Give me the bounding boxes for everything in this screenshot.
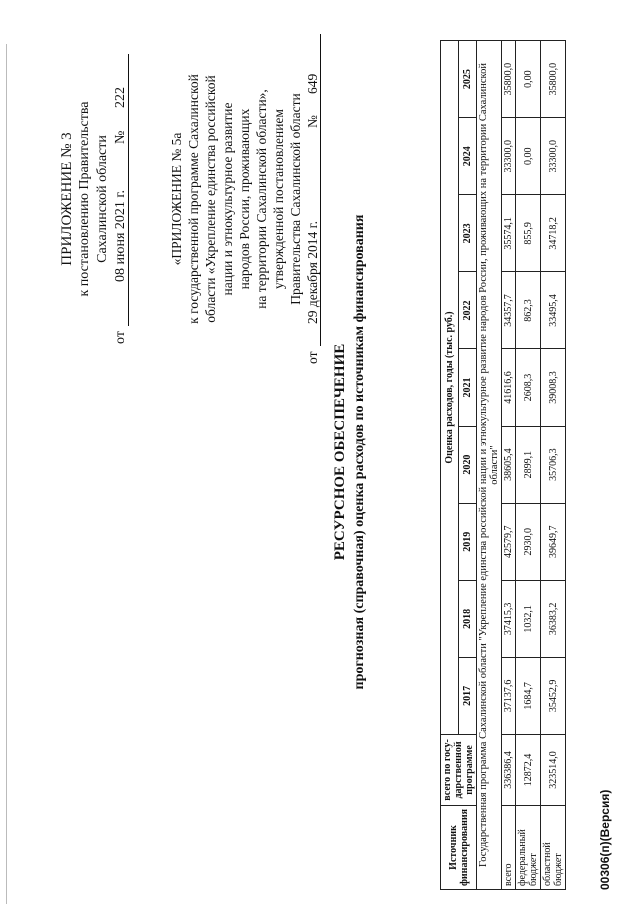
- decree-date: 29 декабря 2014 г.: [305, 220, 320, 324]
- cell-value: 39649,7: [541, 503, 566, 580]
- appendix-title: ПРИЛОЖЕНИЕ № 3: [59, 132, 75, 266]
- row-label: всего: [502, 805, 516, 889]
- header-year: 2018: [459, 580, 477, 657]
- appendix-ot: от: [113, 331, 128, 344]
- header-year: 2025: [459, 41, 477, 118]
- row-total: 12872,4: [516, 734, 541, 805]
- financing-table: [440, 40, 566, 890]
- row-label: федеральный бюджет: [516, 805, 541, 889]
- appendix-date-line: [112, 54, 130, 344]
- decree-no-label: №: [305, 115, 320, 128]
- decree-ot: от: [305, 351, 320, 364]
- header-year: 2019: [459, 503, 477, 580]
- cell-value: 33300,0: [502, 118, 516, 195]
- appendix-block: [58, 54, 130, 344]
- header-total: всего по госу-дарственной программе: [441, 734, 477, 805]
- cell-value: 35574,1: [502, 195, 516, 272]
- program-row: [477, 41, 502, 890]
- table-row: [516, 41, 541, 890]
- cell-value: 0,00: [516, 118, 541, 195]
- appendix-line-1: к постановлению Правительства: [77, 101, 92, 297]
- cell-value: 1684,7: [516, 657, 541, 734]
- cell-value: 0,00: [516, 41, 541, 118]
- cell-value: 35706,3: [541, 426, 566, 503]
- appendix-line-2: Сахалинской области: [95, 135, 110, 263]
- cell-value: 42579,7: [502, 503, 516, 580]
- cell-value: 35800,0: [541, 41, 566, 118]
- cell-value: 33495,4: [541, 272, 566, 349]
- program-name: Государственная программа Сахалинской области "Укрепление единства российской нации и этнокультурное развитие народов России, проживающих на территории Сахалинской области": [477, 41, 502, 890]
- decree-line: нации и этнокультурное развитие: [220, 102, 235, 296]
- header-year: 2017: [459, 657, 477, 734]
- version-footer: 00306(п)(Версия): [598, 789, 612, 890]
- decree-number: 649: [305, 73, 320, 94]
- appendix-number: 222: [113, 87, 128, 108]
- cell-value: 34357,7: [502, 272, 516, 349]
- heading-title: РЕСУРСНОЕ ОБЕСПЕЧЕНИЕ: [332, 343, 348, 561]
- cell-value: 2608,3: [516, 349, 541, 426]
- heading-subtitle: прогнозная (справочная) оценка расходов по источникам финансирования: [352, 214, 367, 690]
- cell-value: 38605,4: [502, 426, 516, 503]
- cell-value: 41616,6: [502, 349, 516, 426]
- row-total: 336386,4: [502, 734, 516, 805]
- decree-line: на территории Сахалинской области»,: [254, 89, 269, 309]
- table-row: [502, 41, 516, 890]
- decree-line: области «Укрепление единства российской: [203, 75, 218, 323]
- decree-line: утвержденной постановлением: [271, 109, 286, 289]
- decree-title: «ПРИЛОЖЕНИЕ № 5а: [169, 132, 184, 266]
- cell-value: 36383,2: [541, 580, 566, 657]
- cell-value: 35800,0: [502, 41, 516, 118]
- decree-date-line: [304, 34, 322, 364]
- decree-block: [168, 34, 322, 364]
- header-year: 2022: [459, 272, 477, 349]
- header-year: 2024: [459, 118, 477, 195]
- cell-value: 37415,3: [502, 580, 516, 657]
- decree-line: к государственной программе Сахалинской: [186, 74, 201, 324]
- decree-line: Правительства Сахалинской области: [288, 93, 303, 305]
- row-total: 323514,0: [541, 734, 566, 805]
- table-header-row: [441, 41, 459, 890]
- appendix-date: 08 июня 2021 г.: [113, 189, 128, 282]
- cell-value: 37137,6: [502, 657, 516, 734]
- header-year: 2020: [459, 426, 477, 503]
- header-group: Оценка расходов, годы (тыс. руб.): [441, 41, 459, 735]
- cell-value: 35452,9: [541, 657, 566, 734]
- header-year: 2021: [459, 349, 477, 426]
- cell-value: 34718,2: [541, 195, 566, 272]
- cell-value: 862,3: [516, 272, 541, 349]
- header-source: Источник финансирования: [441, 805, 477, 889]
- cell-value: 855,9: [516, 195, 541, 272]
- top-rule: [6, 44, 7, 904]
- row-label: областной бюджет: [541, 805, 566, 889]
- cell-value: 1032,1: [516, 580, 541, 657]
- appendix-no-label: №: [113, 130, 128, 144]
- decree-line: народов России, проживающих: [237, 108, 252, 290]
- cell-value: 39008,3: [541, 349, 566, 426]
- header-year: 2023: [459, 195, 477, 272]
- document-heading: [330, 0, 370, 904]
- cell-value: 33300,0: [541, 118, 566, 195]
- cell-value: 2930,0: [516, 503, 541, 580]
- cell-value: 2899,1: [516, 426, 541, 503]
- table-row: [541, 41, 566, 890]
